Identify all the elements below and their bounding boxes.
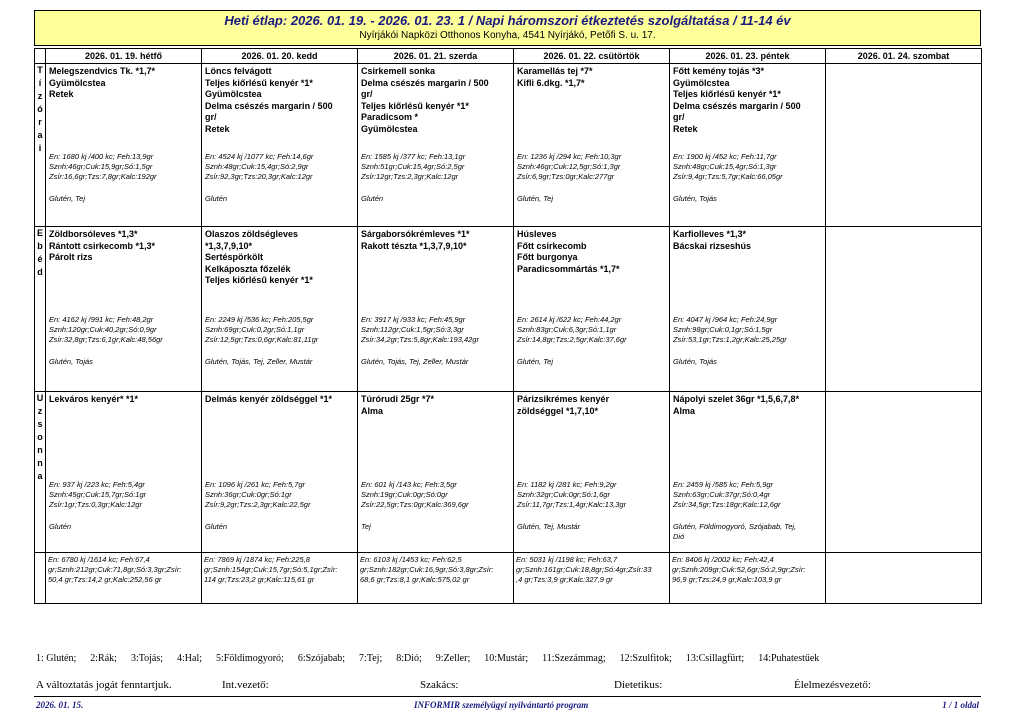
legend-item: 9:Zeller; xyxy=(435,653,471,664)
allergen-info: Glutén, Tojás, Tej, Zeller, Mustár xyxy=(361,357,469,366)
nutrition-info: En: 4524 kj /1077 kc; Feh:14,6gr Sznh:48gr;Cuk:15,4gr;Só:2,9gr Zsír:92,3gr;Tzs:20,3gr;Kalc:12gr xyxy=(205,152,314,181)
day-header: 2026. 01. 24. szombat xyxy=(826,49,982,64)
daily-total-text: En: 5031 kj /1198 kc; Feh:63,7 gr;Sznh:161gr;Cuk:18,8gr;Só:4gr;Zsír:33 ,4 gr;Tzs:3,9 gr;Kalc:327,9 gr xyxy=(516,555,652,584)
nutrition-info: En: 3917 kj /933 kc; Feh:45,9gr Sznh:112gr;Cuk:1,5gr;Só:3,3gr Zsír:34,2gr;Tzs:5,8gr;Kalc:193,42gr xyxy=(361,315,479,344)
day-header: 2026. 01. 20. kedd xyxy=(202,49,358,64)
weekly-menu-table xyxy=(34,48,982,604)
daily-total-cell xyxy=(514,553,670,604)
legend-item: 6:Szójabab; xyxy=(297,653,346,664)
menu-cell xyxy=(46,227,202,392)
allergen-info: Glutén xyxy=(49,522,72,531)
menu-cell xyxy=(826,392,982,553)
daily-total-text: En: 6103 kj /1453 kc; Feh:62,5 gr;Sznh:182gr;Cuk:16,9gr;Só:3,8gr;Zsír: 68,6 gr;Tzs:8,1 gr;Kalc:575,02 gr xyxy=(360,555,494,584)
daily-total-cell xyxy=(670,553,826,604)
dish-list: Csirkemell sonka Delma csészés margarin / 500 gr/ Teljes kiőrlésű kenyér *1* Paradicsom * Gyümölcstea xyxy=(361,66,489,134)
totals-label xyxy=(35,553,46,604)
dish-list: Sárgaborsókrémleves *1* Rakott tészta *1,3,7,9,10* xyxy=(361,229,470,251)
dish-list: Olaszos zöldségleves *1,3,7,9,10* Sertéspörkölt Kelkáposzta főzelék Teljes kiőrlésű kenyér *1* xyxy=(205,229,313,285)
meal-row xyxy=(35,227,982,392)
dish-list: Húsleves Főtt csirkecomb Főtt burgonya Paradicsommártás *1,7* xyxy=(517,229,620,274)
legend-item: 2:Rák; xyxy=(90,653,117,664)
legend-item: 13:Csillagfürt; xyxy=(685,653,745,664)
nutrition-info: En: 1585 kj /377 kc; Feh:13,1gr Sznh:51gr;Cuk:15,4gr;Só:2,5gr Zsír:12gr;Tzs:2,3gr;Kalc:12gr xyxy=(361,152,466,181)
corner-cell xyxy=(35,49,46,64)
menu-header xyxy=(34,10,981,46)
menu-cell xyxy=(826,227,982,392)
nutrition-info: En: 4162 kj /991 kc; Feh:48,2gr Sznh:120gr;Cuk:40,2gr;Só:0,9gr Zsír:32,8gr;Tzs:6,1gr;Kalc:48,56gr xyxy=(49,315,163,344)
allergen-info: Glutén, Tej xyxy=(517,194,553,203)
page-title: Heti étlap: 2026. 01. 19. - 2026. 01. 23. 1 / Napi háromszori étkeztetés szolgáltatása / 11-14 év xyxy=(224,13,791,28)
nutrition-info: En: 2249 kj /536 kc; Feh:205,5gr Sznh:69gr;Cuk:0,2gr;Só:1,1gr Zsír:12,5gr;Tzs:0,6gr;Kalc:81,11gr xyxy=(205,315,319,344)
daily-totals-row xyxy=(35,553,982,604)
legend-item: 5:Földimogyoró; xyxy=(216,653,284,664)
nutrition-info: En: 4047 kj /964 kc; Feh:24,9gr Sznh:98gr;Cuk:0,1gr;Só:1,5gr Zsír:53,1gr;Tzs:1,2gr;Kalc:25,25gr xyxy=(673,315,787,344)
nutrition-info: En: 1096 kj /261 kc; Feh:5,7gr Sznh:36gr;Cuk:0gr;Só:1gr Zsír:9,2gr;Tzs:2,3gr;Kalc:22,5gr xyxy=(205,480,311,509)
legend-item: 8:Dió; xyxy=(396,653,422,664)
meal-label: T í z ó r a i xyxy=(35,64,46,227)
dish-list: Túrórudi 25gr *7* Alma xyxy=(361,394,435,416)
allergen-info: Glutén, Tojás xyxy=(673,357,717,366)
menu-cell xyxy=(46,64,202,227)
day-header: 2026. 01. 22. csütörtök xyxy=(514,49,670,64)
dish-list: Lekváros kenyér* *1* xyxy=(49,394,139,404)
legend-item: 14:Puhatestűek xyxy=(758,653,820,664)
menu-cell xyxy=(670,227,826,392)
allergen-info: Glutén, Földimogyoró, Szójabab, Tej, Dió xyxy=(673,522,797,541)
dish-list: Löncs felvágott Teljes kiőrlésű kenyér *1* Gyümölcstea Delma csészés margarin / 500 gr/ Retek xyxy=(205,66,333,134)
allergen-info: Glutén xyxy=(361,194,384,203)
notice-text: A változtatás jogát fenntartjuk. xyxy=(36,679,172,691)
daily-total-text: En: 6780 kj /1614 kc; Feh:67,4 gr;Sznh:212gr;Cuk:71,8gr;Só:3,3gr;Zsír: 50,4 gr;Tzs:14,2 gr;Kalc:252,56 gr xyxy=(48,555,182,584)
nutrition-info: En: 601 kj /143 kc; Feh:3,5gr Sznh:19gr;Cuk:0gr;Só:0gr Zsír:22,5gr;Tzs:0gr;Kalc:369,6gr xyxy=(361,480,469,509)
legend-item: 10:Mustár; xyxy=(484,653,529,664)
menu-cell xyxy=(358,227,514,392)
daily-total-cell xyxy=(826,553,982,604)
dish-list: Párizsikrémes kenyér zöldséggel *1,7,10* xyxy=(517,394,610,416)
dish-list: Karfiolleves *1,3* Bácskai rizseshús xyxy=(673,229,752,251)
dietitian-label: Dietetikus: xyxy=(614,679,663,691)
legend-item: 3:Tojás; xyxy=(130,653,164,664)
daily-total-cell xyxy=(358,553,514,604)
menu-cell xyxy=(202,227,358,392)
dish-list: Karamellás tej *7* Kifli 6.dkg. *1,7* xyxy=(517,66,593,88)
nutrition-info: En: 1236 kj /294 kc; Feh:10,3gr Sznh:46gr;Cuk:12,5gr;Só:1,3gr Zsír:6,9gr;Tzs:0gr;Kalc:277gr xyxy=(517,152,622,181)
dish-list: Nápolyi szelet 36gr *1,5,6,7,8* Alma xyxy=(673,394,800,416)
dish-list: Zöldborsóleves *1,3* Rántott csirkecomb *1,3* Párolt rizs xyxy=(49,229,156,262)
allergen-info: Glutén xyxy=(205,522,228,531)
menu-cell xyxy=(514,64,670,227)
footer-page: 1 / 1 oldal xyxy=(942,700,979,710)
allergen-info: Glutén, Tojás xyxy=(673,194,717,203)
footer-date: 2026. 01. 15. xyxy=(36,700,84,710)
menu-cell xyxy=(514,392,670,553)
meal-label: E b é d xyxy=(35,227,46,392)
daily-total-cell xyxy=(46,553,202,604)
daily-total-text: En: 8406 kj /2002 kc; Feh:42,4 gr;Sznh:209gr;Cuk:52,6gr;Só:2,9gr;Zsír: 96,9 gr;Tzs:24,9 gr;Kalc:103,9 gr xyxy=(672,555,806,584)
allergen-info: Glutén, Tej, Mustár xyxy=(517,522,581,531)
day-header: 2026. 01. 23. péntek xyxy=(670,49,826,64)
menu-cell xyxy=(202,64,358,227)
legend-item: 7:Tej; xyxy=(359,653,383,664)
menu-cell xyxy=(670,392,826,553)
page-footer xyxy=(34,696,981,711)
menu-cell xyxy=(46,392,202,553)
allergen-info: Glutén, Tojás, Tej, Zeller, Mustár xyxy=(205,357,313,366)
allergen-legend xyxy=(36,653,833,664)
meal-label: U z s o n n a xyxy=(35,392,46,553)
nutrition-info: En: 2614 kj /622 kc; Feh:44,2gr Sznh:83gr;Cuk:6,3gr;Só:1,1gr Zsír:14,8gr;Tzs:2,5gr;Kalc:37,6gr xyxy=(517,315,627,344)
nutrition-info: En: 937 kj /223 kc; Feh:5,4gr Sznh:45gr;Cuk:15,7gr;Só:1gr Zsír:1gr;Tzs:0,3gr;Kalc:12gr xyxy=(49,480,147,509)
meal-row xyxy=(35,392,982,553)
daily-total-cell xyxy=(202,553,358,604)
day-header: 2026. 01. 19. hétfő xyxy=(46,49,202,64)
allergen-info: Glutén, Tej xyxy=(49,194,85,203)
int-leader-label: Int.vezető: xyxy=(222,679,269,691)
allergen-info: Glutén, Tej xyxy=(517,357,553,366)
menu-cell xyxy=(202,392,358,553)
legend-item: 11:Szezámmag; xyxy=(542,653,606,664)
meal-row xyxy=(35,64,982,227)
legend-item: 1: Glutén; xyxy=(36,653,77,664)
dish-list: Főtt kemény tojás *3* Gyümölcstea Teljes kiőrlésű kenyér *1* Delma csészés margarin / 500 gr/ Retek xyxy=(673,66,801,134)
allergen-info: Glutén, Tojás xyxy=(49,357,93,366)
allergen-info: Glutén xyxy=(205,194,228,203)
nutrition-info: En: 1900 kj /452 kc; Feh:11,7gr Sznh:48gr;Cuk:15,4gr;Só:1,3gr Zsír:9,4gr;Tzs:5,7gr;Kalc:66,05gr xyxy=(673,152,783,181)
menu-cell xyxy=(514,227,670,392)
dish-list: Delmás kenyér zöldséggel *1* xyxy=(205,394,333,404)
dish-list: Melegszendvics Tk. *1,7* Gyümölcstea Retek xyxy=(49,66,156,99)
menu-cell xyxy=(358,64,514,227)
chef-label: Szakács: xyxy=(420,679,459,691)
day-header: 2026. 01. 21. szerda xyxy=(358,49,514,64)
nutrition-info: En: 2459 kj /585 kc; Feh:5,9gr Sznh:63gr;Cuk:37gr;Só:0,4gr Zsír:34,5gr;Tzs:18gr;Kalc:12,6gr xyxy=(673,480,781,509)
menu-cell xyxy=(670,64,826,227)
food-manager-label: Élelmezésvezető: xyxy=(794,679,871,691)
menu-cell xyxy=(826,64,982,227)
legend-item: 4:Hal; xyxy=(177,653,203,664)
menu-cell xyxy=(358,392,514,553)
page-subtitle: Nyírjákói Napközi Otthonos Konyha, 4541 Nyírjákó, Petőfi S. u. 17. xyxy=(359,30,656,41)
nutrition-info: En: 1680 kj /400 kc; Feh:13,9gr Sznh:46gr;Cuk:15,9gr;Só:1,5gr Zsír:16,6gr;Tzs:7,8gr;Kalc:192gr xyxy=(49,152,157,181)
footer-program: INFORMIR személyügyi nyilvántartó program xyxy=(414,700,589,710)
legend-item: 12:Szulfitok; xyxy=(619,653,672,664)
allergen-info: Tej xyxy=(361,522,371,531)
nutrition-info: En: 1182 kj /281 kc; Feh:9,2gr Sznh:32gr;Cuk:0gr;Só:1,6gr Zsír:11,7gr;Tzs:1,4gr;Kalc:13,3gr xyxy=(517,480,627,509)
daily-total-text xyxy=(826,553,981,557)
daily-total-text: En: 7869 kj /1874 kc; Feh:225,8 gr;Sznh:154gr;Cuk:15,7gr;Só:5,1gr;Zsír: 114 gr;Tzs:23,2 gr;Kalc:115,61 gr xyxy=(204,555,338,584)
